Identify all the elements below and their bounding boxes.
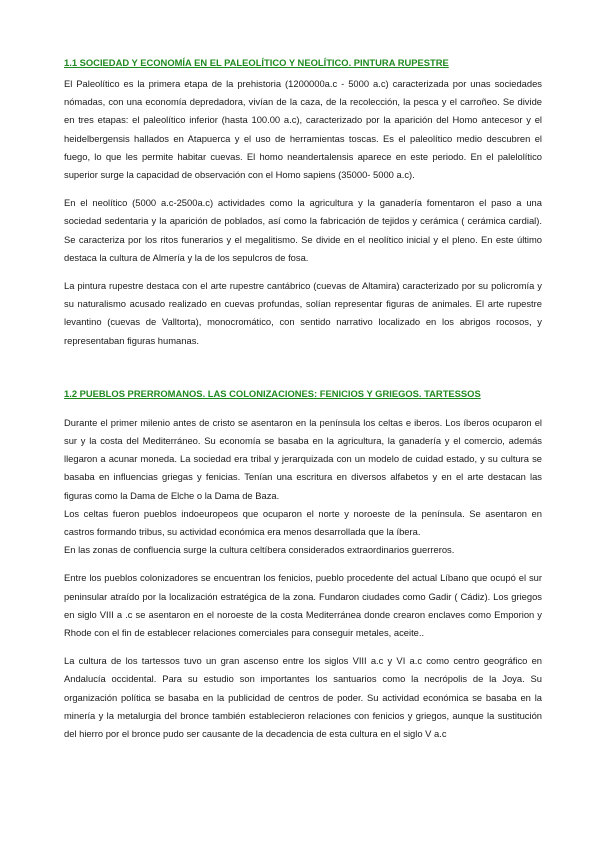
paragraph-paleolitico: El Paleolítico es la primera etapa de la prehistoria (1200000a.c - 5000 a.c) caracterizada por unas sociedades nómadas, con una economía depredadora, vivían de la caza, de la recolección, la pesca y el carroñeo. Se divide en tres etapas: el paleolítico inferior (hasta 100.00 a.c), caracterizado por la aparición del Homo antecesor y el heidelbergensis hallados en Atapuerca y el uso de herramientas toscas. Es el paleolítico medio descubren el fuego, lo que les permite habitar cuevas. El homo neandertalensis aparece en este periodo. En el palelolítico superior surge la capacidad de observación con el Homo sapiens (35000- 5000 a.c). [64,78,542,181]
paragraph-neolitico: En el neolítico (5000 a.c-2500a.c) actividades como la agricultura y la ganadería fomentaron el paso a una sociedad sedentaria y la aparición de poblados, así como la fabricación de tejidos y cerámica ( cerámica cardial). Se caracteriza por los ritos funerarios y el megalitismo. Se divide en el neolítico inicial y el pleno. En este último destaca la cultura de Almería y la de los sepulcros de fosa. [64,197,542,263]
section-heading-1: 1.1 SOCIEDAD Y ECONOMÍA EN EL PALEOLÍTICO Y NEOLÍTICO. PINTURA RUPESTRE [64,57,449,68]
paragraph-iberos: Durante el primer milenio antes de cristo se asentaron en la península los celtas e iberos. Los íberos ocuparon el sur y la costa del Mediterráneo. Su economía se basaba en la agricultura, la ganadería y el comercio, además llegaron a acunar moneda. La sociedad era tribal y jerarquizada con un modelo de cuidad estado, y su cultura se basaba en influencias griegas y fenicias. Tenían una escritura en diversos alfabetos y en el arte destacan las figuras como la Dama de Elche o la Dama de Baza. [64,416,542,501]
paragraph-colonizadores: Entre los pueblos colonizadores se encuentran los fenicios, pueblo procedente del actual Líbano que ocupó el sur peninsular atraído por la localización estratégica de la zona. Fundaron ciudades como Gadir ( Cádiz). Los griegos en siglo VIII a .c se asentaron en el noroeste de la costa Mediterránea donde crearon enclaves como Emporion y Rhode con el fin de establecer relaciones comerciales para conseguir metales, aceite.. [64,572,542,639]
paragraph-celtiberos: En las zonas de confluencia surge la cultura celtíbera considerados extraordinarios guerreros. [64,544,455,556]
section-heading-2: 1.2 PUEBLOS PRERROMANOS. LAS COLONIZACIONES: FENICIOS Y GRIEGOS. TARTESSOS [64,387,481,399]
document-content [64,56,542,743]
paragraph-pintura-rupestre: La pintura rupestre destaca con el arte rupestre cantábrico (cuevas de Altamira) caracterizado por su policromía y su naturalismo acusado realizado en cuevas profundas, solían representar figuras de animales. El arte rupestre levantino (cuevas de Valltorta), monocromático, con sentido narrativo localizado en los abrigos rocosos, y representaban figuras humanas. [64,280,542,346]
paragraph-tartessos: La cultura de los tartessos tuvo un gran ascenso entre los siglos VIII a.c y VI a.c como centro geográfico en Andalucía occidental. Para su estudio son importantes los santuarios como la necrópolis de la Joya. Su organización política se basaba en la publicidad de centros de poder. Su actividad económica se basaba en la minería y la metalurgia del bronce también establecieron relaciones con fenicios y griegos, aunque la sustitución del hierro por el bronce pudo ser causante de la decadencia de esta cultura en el siglo V a.c [64,655,542,740]
paragraph-celtas: Los celtas fueron pueblos indoeuropeos que ocuparon el norte y noroeste de la península. Se asentaron en castros formando tribus, su actividad económica era menos desarrollada que la íbera. [64,507,542,538]
